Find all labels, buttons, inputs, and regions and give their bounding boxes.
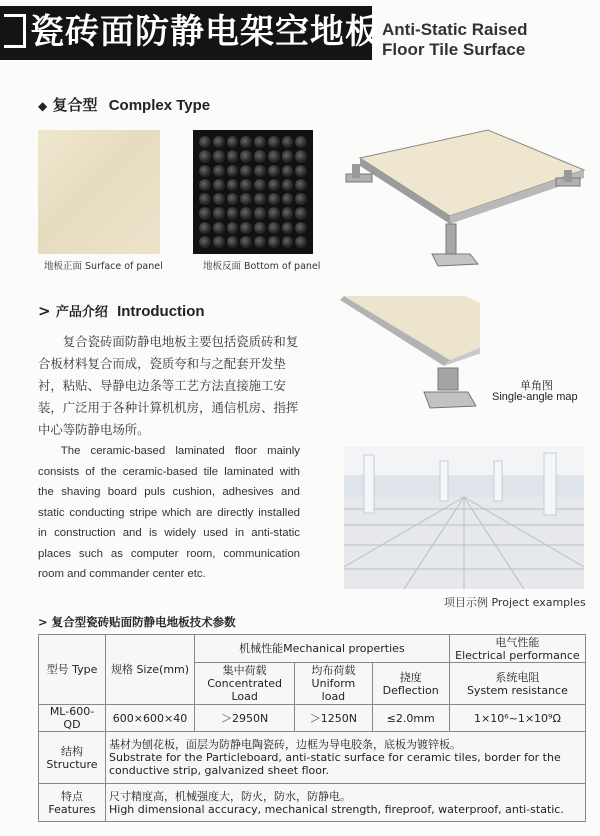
panel-bottom-cell	[227, 179, 239, 191]
panel-bottom-cell	[254, 150, 266, 162]
def-en: Deflection	[382, 683, 439, 697]
panel-bottom-cell	[199, 193, 211, 205]
panel-bottom-cell	[240, 222, 252, 234]
back-caption: 地板反面 Bottom of panel	[203, 261, 321, 272]
page-title-cn: 瓷砖面防静电架空地板	[30, 12, 380, 52]
panel-bottom-cell	[295, 136, 307, 148]
panel-bottom-cell	[254, 165, 266, 177]
panel-bottom-cell	[282, 236, 294, 248]
res-cn: 系统电阻	[495, 670, 540, 684]
features-en: Features	[48, 802, 96, 816]
panel-bottom-cell	[268, 222, 280, 234]
panel-bottom-cell	[227, 150, 239, 162]
panel-bottom-cell	[295, 222, 307, 234]
intro-paragraph-en: The ceramic-based laminated floor mainly consists of the ceramic-based tile laminated with the shaving board puls cushion, adhesives and static conducting stripe which are directly installed in construction and is widely used in anti-static places such as computer room, communication room and commander center etc.	[38, 445, 300, 580]
spec-table	[38, 634, 586, 822]
header-bracket-icon	[4, 14, 26, 48]
panel-bottom-cell	[282, 207, 294, 219]
panel-bottom-cell	[254, 236, 266, 248]
section-complex-en: Complex Type	[108, 97, 211, 114]
conc-en1: Concentrated	[207, 677, 283, 690]
row-structure-label	[39, 732, 106, 784]
panel-bottom-cell	[268, 165, 280, 177]
panel-bottom-cell	[227, 193, 239, 205]
panel-bottom-cell	[254, 222, 266, 234]
panel-bottom-cell	[227, 236, 239, 248]
single-angle-en: Single-angle map	[492, 391, 578, 403]
panel-bottom-cell	[268, 236, 280, 248]
header-model: 型号 Type	[39, 635, 106, 705]
panel-bottom-cell	[240, 179, 252, 191]
project-room-photo	[344, 447, 584, 589]
front-caption: 地板正面 Surface of panel	[44, 261, 163, 272]
cell-size: 600×600×40	[106, 705, 195, 732]
page-title-en	[382, 20, 527, 60]
structure-en: Structure	[46, 757, 98, 771]
cell-uniform-load: ＞1250N	[295, 705, 372, 732]
features-text-cn: 尺寸精度高，机械强度大，防火，防水，防静电。	[109, 789, 351, 803]
header-electrical	[449, 635, 585, 663]
cell-resistance: 1×10⁶~1×10⁹Ω	[449, 705, 585, 732]
arrow-bullet-icon: >	[38, 302, 51, 320]
panel-bottom-cell	[268, 136, 280, 148]
uni-cn: 均布荷载	[311, 664, 356, 677]
panel-bottom-photo	[193, 130, 313, 254]
panel-bottom-cell	[199, 165, 211, 177]
panel-bottom-cell	[240, 207, 252, 219]
spec-table-title: > 复合型瓷砖贴面防静电地板技术参数	[38, 615, 236, 629]
intro-paragraph-cn: 复合瓷砖面防静电地板主要包括瓷质砖和复合板材料复合而成，瓷质夸和与之配套开发垫衬，粘贴、导静电边条等工艺方法直接施工安装，广泛用于各种计算机机房，通信机房、指挥中心等防静电场所。	[38, 334, 299, 437]
single-angle-cn: 单角图	[520, 379, 553, 392]
electrical-en: Electrical performance	[455, 648, 580, 662]
panel-bottom-cell	[199, 179, 211, 191]
panel-bottom-cell	[213, 179, 225, 191]
panel-bottom-cell	[268, 150, 280, 162]
panel-bottom-cell	[268, 193, 280, 205]
title-en-line2: Floor Tile Surface	[382, 40, 526, 59]
project-caption: 项目示例 Project examples	[444, 596, 586, 609]
panel-surface-photo	[38, 130, 160, 254]
def-cn: 挠度	[399, 670, 422, 684]
panel-bottom-cell	[199, 236, 211, 248]
structure-text-en: Substrate for the Particleboard, anti-static surface for ceramic tiles, border for the conductive strip, galvanized sheet floor.	[109, 751, 561, 777]
features-text	[106, 784, 586, 822]
panel-bottom-cell	[213, 193, 225, 205]
uni-en: Uniform load	[311, 677, 356, 703]
panel-bottom-cell	[254, 207, 266, 219]
title-en-line1: Anti-Static Raised	[382, 20, 528, 39]
header-concentrated-load	[195, 663, 295, 705]
panel-bottom-cell	[282, 193, 294, 205]
panel-bottom-cell	[295, 150, 307, 162]
panel-bottom-cell	[254, 193, 266, 205]
single-angle-illustration	[340, 296, 480, 420]
cell-deflection: ≤2.0mm	[372, 705, 449, 732]
panel-bottom-cell	[268, 179, 280, 191]
header-deflection	[372, 663, 449, 705]
raised-floor-panel-illustration	[338, 128, 592, 274]
panel-bottom-cell	[282, 136, 294, 148]
panel-bottom-cell	[240, 236, 252, 248]
panel-bottom-cell	[227, 207, 239, 219]
header-system-resistance	[449, 663, 585, 705]
panel-bottom-cell	[295, 193, 307, 205]
panel-bottom-cell	[199, 207, 211, 219]
header-uniform-load	[295, 663, 372, 705]
panel-bottom-cell	[227, 165, 239, 177]
section-complex-cn: 复合型	[52, 96, 98, 114]
panel-bottom-cell	[240, 136, 252, 148]
section-intro-cn: 产品介绍	[55, 305, 108, 320]
panel-bottom-cell	[254, 179, 266, 191]
row-features-label	[39, 784, 106, 822]
panel-bottom-cell	[199, 136, 211, 148]
panel-bottom-cell	[213, 207, 225, 219]
panel-bottom-cell	[227, 136, 239, 148]
panel-bottom-cell	[213, 222, 225, 234]
header-mechanical: 机械性能Mechanical properties	[195, 635, 450, 663]
conc-cn: 集中荷载	[222, 664, 267, 677]
res-en: System resistance	[466, 683, 568, 697]
panel-bottom-cell	[254, 136, 266, 148]
diamond-bullet-icon: ◆	[38, 99, 48, 113]
header-size: 规格 Size(mm)	[106, 635, 195, 705]
structure-cn: 结构	[61, 744, 83, 758]
panel-bottom-cell	[282, 179, 294, 191]
panel-bottom-cell	[240, 150, 252, 162]
features-cn: 特点	[61, 789, 83, 803]
panel-bottom-cell	[282, 165, 294, 177]
section-complex-heading	[38, 94, 210, 115]
panel-bottom-cell	[295, 207, 307, 219]
panel-bottom-cell	[213, 165, 225, 177]
features-text-en: High dimensional accuracy, mechanical strength, fireproof, waterproof, anti-static.	[109, 802, 564, 816]
cell-model: ML-600-QD	[39, 705, 106, 732]
panel-bottom-cell	[295, 165, 307, 177]
panel-bottom-cell	[282, 150, 294, 162]
panel-bottom-cell	[240, 165, 252, 177]
panel-bottom-cell	[268, 207, 280, 219]
panel-bottom-cell	[213, 136, 225, 148]
panel-bottom-cell	[295, 236, 307, 248]
section-intro-en: Introduction	[117, 303, 205, 320]
panel-bottom-cell	[295, 179, 307, 191]
section-intro-heading	[38, 301, 205, 320]
panel-bottom-cell	[213, 150, 225, 162]
panel-bottom-cell	[227, 222, 239, 234]
conc-en2: Load	[231, 690, 258, 703]
structure-text-cn: 基材为刨花板，面层为防静电陶瓷砖，边框为导电胶条，底板为镀锌板。	[109, 738, 461, 751]
panel-bottom-cell	[199, 150, 211, 162]
panel-bottom-cell	[213, 236, 225, 248]
electrical-cn: 电气性能	[495, 635, 540, 649]
panel-bottom-cell	[199, 222, 211, 234]
panel-bottom-cell	[240, 193, 252, 205]
panel-bottom-cell	[282, 222, 294, 234]
cell-concentrated-load: ＞2950N	[195, 705, 295, 732]
structure-text	[106, 732, 586, 784]
